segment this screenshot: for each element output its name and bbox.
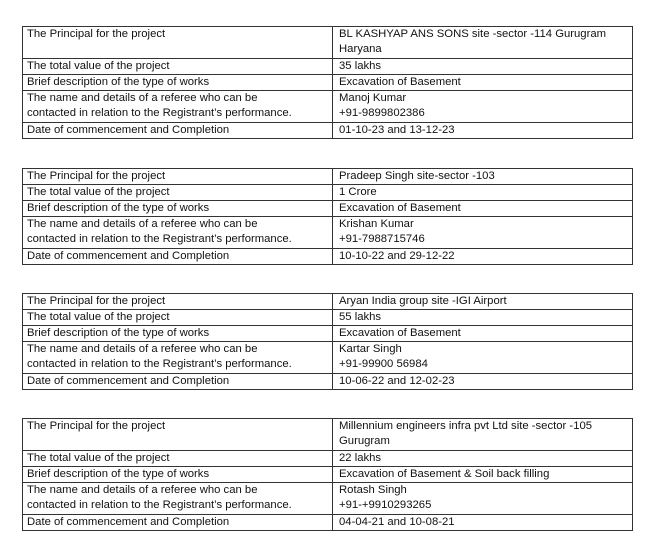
referee-row bbox=[23, 342, 633, 374]
works-row bbox=[23, 75, 633, 91]
total-value-row bbox=[23, 310, 633, 326]
principal-value: Pradeep Singh site-sector -103 bbox=[333, 169, 633, 185]
works-value: Excavation of Basement bbox=[333, 326, 633, 342]
principal-row bbox=[23, 294, 633, 310]
works-row bbox=[23, 201, 633, 217]
dates-label: Date of commencement and Completion bbox=[23, 374, 333, 390]
dates-value: 04-04-21 and 10-08-21 bbox=[333, 515, 633, 531]
referee-label: The name and details of a referee who can be contacted in relation to the Registrant’s performance. bbox=[23, 217, 333, 249]
dates-row bbox=[23, 249, 633, 265]
referee-label: The name and details of a referee who can be contacted in relation to the Registrant’s performance. bbox=[23, 342, 333, 374]
works-row bbox=[23, 467, 633, 483]
dates-label: Date of commencement and Completion bbox=[23, 123, 333, 139]
principal-label: The Principal for the project bbox=[23, 169, 333, 185]
referee-value bbox=[333, 483, 633, 515]
works-row bbox=[23, 326, 633, 342]
dates-row bbox=[23, 374, 633, 390]
referee-phone: +91-+9910293265 bbox=[339, 499, 432, 511]
total-value-row bbox=[23, 185, 633, 201]
total-value-label: The total value of the project bbox=[23, 59, 333, 75]
referee-row bbox=[23, 217, 633, 249]
project-table-1 bbox=[22, 26, 633, 139]
total-value-label: The total value of the project bbox=[23, 451, 333, 467]
works-label: Brief description of the type of works bbox=[23, 326, 333, 342]
referee-row bbox=[23, 483, 633, 515]
principal-value: Millennium engineers infra pvt Ltd site -sector -105 Gurugram bbox=[333, 419, 633, 451]
principal-label: The Principal for the project bbox=[23, 419, 333, 451]
referee-phone: +91-99900 56984 bbox=[339, 358, 428, 370]
total-value-label: The total value of the project bbox=[23, 185, 333, 201]
principal-value: BL KASHYAP ANS SONS site -sector -114 Gurugram Haryana bbox=[333, 27, 633, 59]
dates-label: Date of commencement and Completion bbox=[23, 249, 333, 265]
dates-value: 10-06-22 and 12-02-23 bbox=[333, 374, 633, 390]
total-value-value: 55 lakhs bbox=[333, 310, 633, 326]
dates-row bbox=[23, 515, 633, 531]
works-label: Brief description of the type of works bbox=[23, 75, 333, 91]
referee-row bbox=[23, 91, 633, 123]
principal-row bbox=[23, 169, 633, 185]
total-value-value: 35 lakhs bbox=[333, 59, 633, 75]
referee-value bbox=[333, 342, 633, 374]
referee-label: The name and details of a referee who can be contacted in relation to the Registrant’s performance. bbox=[23, 483, 333, 515]
works-label: Brief description of the type of works bbox=[23, 201, 333, 217]
project-table-4 bbox=[22, 418, 633, 531]
referee-name: Krishan Kumar bbox=[339, 218, 414, 230]
referee-name: Kartar Singh bbox=[339, 343, 402, 355]
referee-phone: +91-9899802386 bbox=[339, 107, 425, 119]
project-table-2 bbox=[22, 168, 633, 265]
referee-label: The name and details of a referee who can be contacted in relation to the Registrant’s performance. bbox=[23, 91, 333, 123]
works-value: Excavation of Basement bbox=[333, 201, 633, 217]
dates-value: 01-10-23 and 13-12-23 bbox=[333, 123, 633, 139]
principal-row bbox=[23, 27, 633, 59]
referee-value bbox=[333, 217, 633, 249]
total-value-value: 1 Crore bbox=[333, 185, 633, 201]
principal-row bbox=[23, 419, 633, 451]
total-value-row bbox=[23, 451, 633, 467]
dates-label: Date of commencement and Completion bbox=[23, 515, 333, 531]
project-table-3 bbox=[22, 293, 633, 390]
works-label: Brief description of the type of works bbox=[23, 467, 333, 483]
referee-name: Rotash Singh bbox=[339, 484, 407, 496]
principal-value: Aryan India group site -IGI Airport bbox=[333, 294, 633, 310]
total-value-value: 22 lakhs bbox=[333, 451, 633, 467]
works-value: Excavation of Basement & Soil back filling bbox=[333, 467, 633, 483]
works-value: Excavation of Basement bbox=[333, 75, 633, 91]
referee-phone: +91-7988715746 bbox=[339, 233, 425, 245]
total-value-row bbox=[23, 59, 633, 75]
total-value-label: The total value of the project bbox=[23, 310, 333, 326]
principal-label: The Principal for the project bbox=[23, 27, 333, 59]
referee-value bbox=[333, 91, 633, 123]
referee-name: Manoj Kumar bbox=[339, 92, 407, 104]
dates-row bbox=[23, 123, 633, 139]
principal-label: The Principal for the project bbox=[23, 294, 333, 310]
dates-value: 10-10-22 and 29-12-22 bbox=[333, 249, 633, 265]
